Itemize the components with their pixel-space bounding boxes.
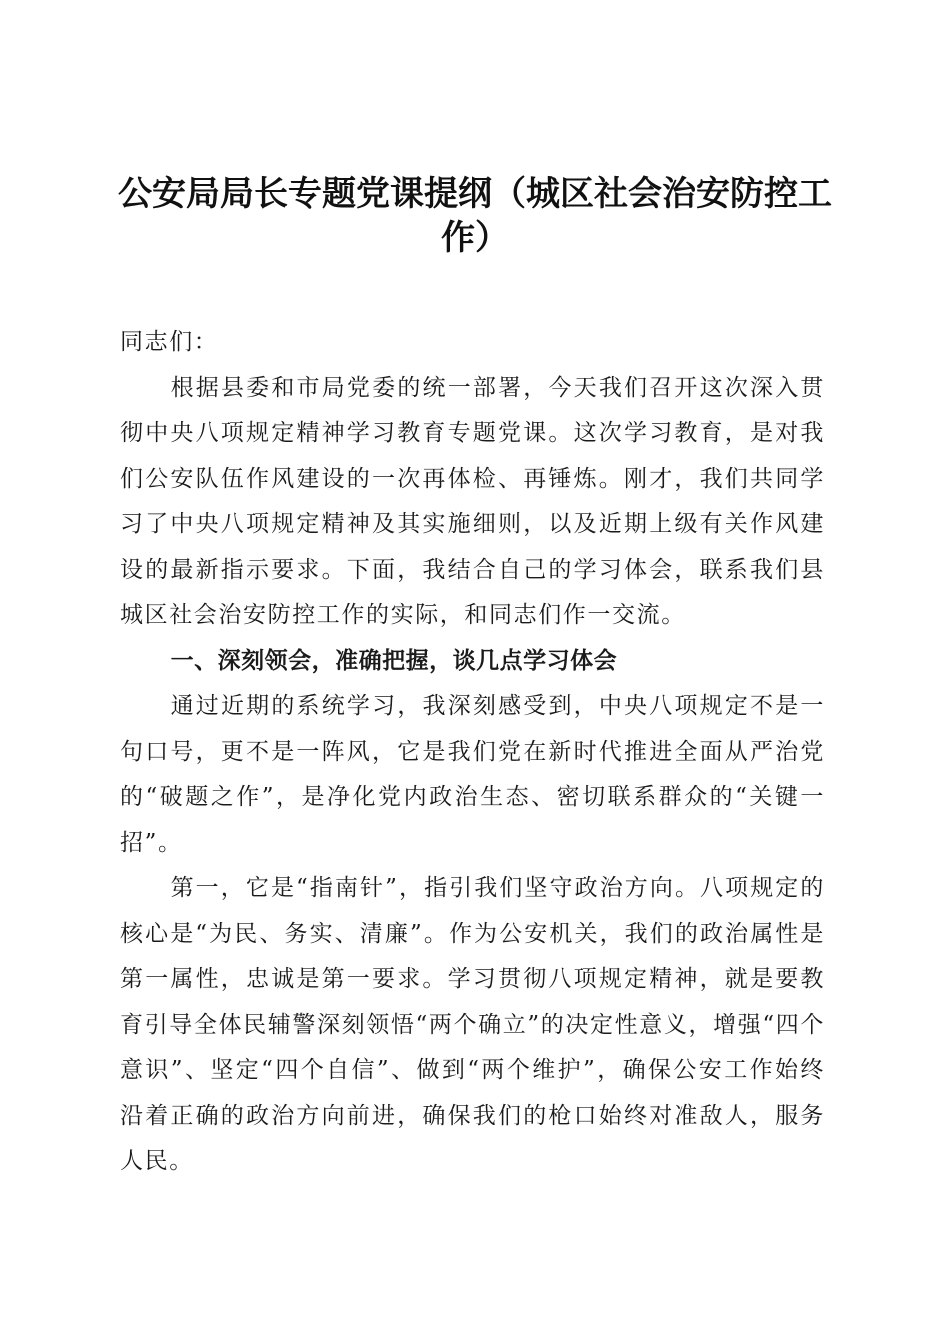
section-heading: 一、深刻领会，准确把握，谈几点学习体会 bbox=[170, 647, 618, 674]
opening-paragraph: 根据县委和市局党委的统一部署，今天我们召开这次深入贯彻中央八项规定精神学习教育专题党课。这次学习教育，是对我们公安队伍作风建设的一次再体检、再锤炼。刚才，我们共同学习了中央八项规定精神及其实施细则，以及近期上级有关作风建设的最新指示要求。下面，我结合自己的学习体会，联系我们县城区社会治安防控工作的实际，和同志们作一交流。 bbox=[120, 374, 825, 628]
section-paragraph-2: 第一，它是“指南针”，指引我们坚守政治方向。八项规定的核心是“为民、务实、清廉”。作为公安机关，我们的政治属性是第一属性，忠诚是第一要求。学习贯彻八项规定精神，就是要教育引导全体民辅警深刻领悟“两个确立”的决定性意义，增强“四个意识”、坚定“四个自信”、做到“两个维护”，确保公安工作始终沿着正确的政治方向前进，确保我们的枪口始终对准敌人，服务人民。 bbox=[120, 875, 825, 1174]
document-title: 公安局局长专题党课提纲（城区社会治安防控工作） bbox=[118, 174, 832, 258]
document-body bbox=[120, 320, 825, 1185]
salutation: 同志们： bbox=[120, 329, 219, 355]
section-paragraph-1: 通过近期的系统学习，我深刻感受到，中央八项规定不是一句口号，更不是一阵风，它是我们党在新时代推进全面从严治党的“破题之作”，是净化党内政治生态、密切联系群众的“关键一招”。 bbox=[120, 693, 825, 856]
